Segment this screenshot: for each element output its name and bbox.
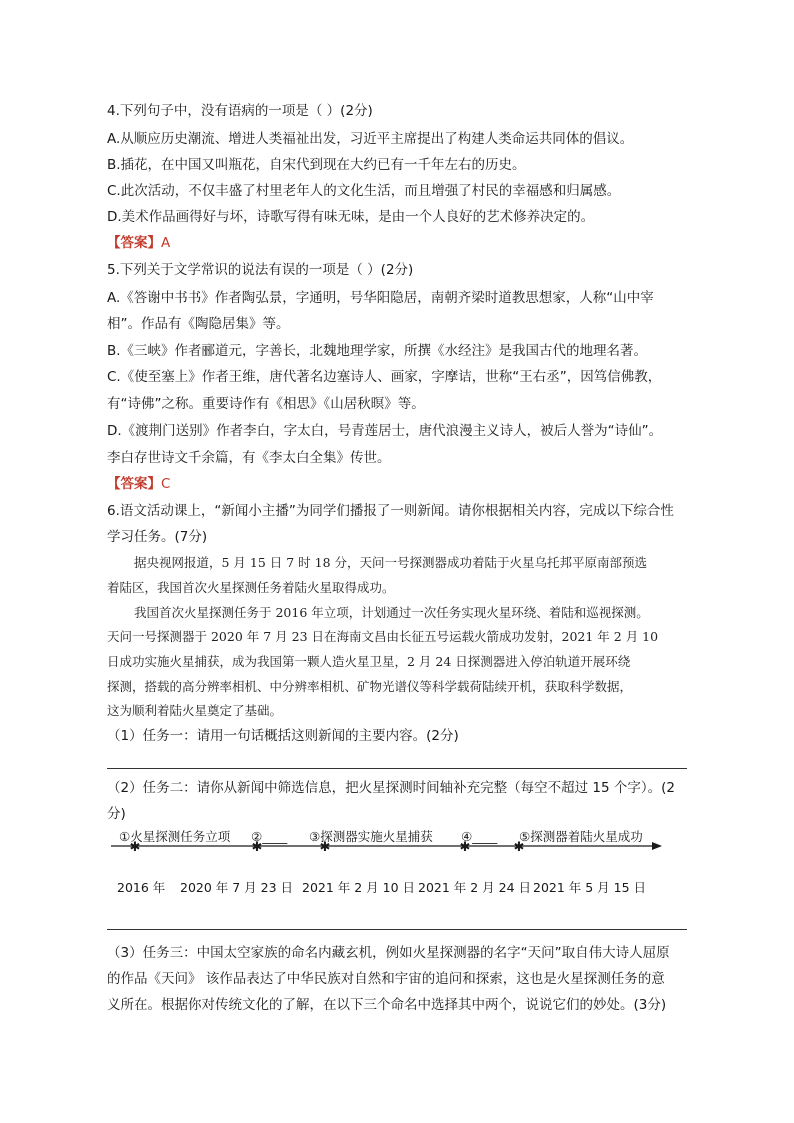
task2-answer-line bbox=[107, 929, 687, 930]
task1-prompt: （1）任务一：请用一句话概括这则新闻的主要内容。(2分) bbox=[107, 728, 459, 744]
task2-prompt-line1: （2）任务二：请你从新闻中筛选信息，把火星探测时间轴补充完整（每空不超过 15 个字）。(2 bbox=[107, 780, 675, 796]
q5-option-c-line1: C.《使至塞上》作者王维，唐代著名边塞诗人、画家，字摩诘，世称“王右丞”，因笃信佛教， bbox=[107, 369, 662, 385]
timeline-label: ①火星探测任务立项 bbox=[119, 829, 231, 844]
q6-stem-line2: 学习任务。(7分) bbox=[107, 529, 208, 545]
q4-stem: 4.下列句子中，没有语病的一项是（ ）(2分) bbox=[107, 103, 373, 119]
timeline-star-icon: ✱ bbox=[319, 840, 331, 855]
timeline-label: ③探测器实施火星捕获 bbox=[309, 829, 433, 844]
news-p1-line1: 据央视网报道，5 月 15 日 7 时 18 分，天问一号探测器成功着陆于火星乌托邦平原南部预选 bbox=[134, 555, 648, 570]
news-p2-line5: 这为顺利着陆火星奠定了基础。 bbox=[107, 703, 283, 718]
mars-timeline bbox=[107, 824, 667, 864]
task2-prompt-line2: 分) bbox=[107, 806, 126, 822]
q5-option-a-line1: A.《答谢中书书》作者陶弘景，字通明，号华阳隐居，南朝齐梁时道教思想家，人称“山中宰 bbox=[107, 290, 654, 306]
q5-option-d-line1: D.《渡荆门送别》作者李白，字太白，号青莲居士，唐代浪漫主义诗人，被后人誉为“诗仙”。 bbox=[107, 423, 663, 439]
timeline-star-icon: ✱ bbox=[129, 840, 141, 855]
news-p2-line3: 日成功实施火星捕获，成为我国第一颗人造火星卫星，2 月 24 日探测器进入停泊轨道开展环绕 bbox=[107, 654, 631, 669]
q5-option-b: B.《三峡》作者郦道元，字善长，北魏地理学家，所撰《水经注》是我国古代的地理名著。 bbox=[107, 343, 648, 359]
news-p1-line2: 着陆区，我国首次火星探测任务着陆火星取得成功。 bbox=[107, 580, 395, 595]
timeline-date: 2020 年 7 月 23 日 bbox=[180, 880, 294, 895]
timeline-date: 2021 年 2 月 10 日 bbox=[302, 880, 416, 895]
q6-stem-line1: 6.语文活动课上，“新闻小主播”为同学们播报了一则新闻。请你根据相关内容，完成以下综合性 bbox=[107, 503, 674, 519]
timeline-arrow-icon bbox=[652, 842, 662, 850]
q4-answer-value: A bbox=[161, 235, 171, 251]
timeline-date: 2016 年 bbox=[117, 880, 166, 895]
timeline-label: ⑤探测器着陆火星成功 bbox=[519, 829, 643, 844]
task1-answer-line bbox=[107, 768, 687, 769]
task3-prompt-line1: （3）任务三：中国太空家族的命名内藏玄机，例如火星探测器的名字“天问”取自伟大诗人屈原 bbox=[107, 945, 670, 961]
timeline-date: 2021 年 2 月 24 日 bbox=[418, 880, 532, 895]
q4-answer bbox=[107, 233, 170, 253]
news-p2-line2: 天问一号探测器于 2020 年 7 月 23 日在海南文昌由长征五号运载火箭成功发射，2021 年 2 月 10 bbox=[107, 629, 659, 644]
q5-option-c-line2: 有“诗佛”之称。重要诗作有《相思》《山居秋暝》等。 bbox=[107, 396, 425, 412]
q5-option-a-line2: 相”。作品有《陶隐居集》等。 bbox=[107, 316, 290, 332]
task3-prompt-line2: 的作品《天问》 该作品表达了中华民族对自然和宇宙的追问和探索，这也是火星探测任务的意 bbox=[107, 971, 665, 987]
q4-answer-label: 【答案】 bbox=[107, 235, 161, 251]
q5-stem: 5.下列关于文学常识的说法有误的一项是（ ）(2分) bbox=[107, 262, 414, 278]
news-p2-line4: 探测，搭载的高分辨率相机、中分辨率相机、矿物光谱仪等科学载荷陆续开机，获取科学数据， bbox=[107, 679, 633, 694]
q5-option-d-line2: 李白存世诗文千余篇，有《李太白全集》传世。 bbox=[107, 450, 391, 466]
q5-answer bbox=[107, 474, 170, 494]
timeline-date: 2021 年 5 月 15 日 bbox=[533, 880, 647, 895]
timeline-star-icon: ✱ bbox=[459, 840, 471, 855]
q5-answer-label: 【答案】 bbox=[107, 476, 161, 492]
news-p2-line1: 我国首次火星探测任务于 2016 年立项，计划通过一次任务实现火星环绕、着陆和巡视探测。 bbox=[134, 605, 649, 620]
task3-prompt-line3: 义所在。根据你对传统文化的了解，在以下三个命名中选择其中两个，说说它们的妙处。(3分) bbox=[107, 997, 667, 1013]
q4-option-d: D.美术作品画得好与坏，诗歌写得有味无味，是由一个人良好的艺术修养决定的。 bbox=[107, 209, 595, 225]
timeline-label: ④____ bbox=[461, 829, 498, 844]
q4-option-c: C.此次活动，不仅丰盛了村里老年人的文化生活，而且增强了村民的幸福感和归属感。 bbox=[107, 183, 621, 199]
q4-option-b: B.插花，在中国又叫瓶花，自宋代到现在大约已有一千年左右的历史。 bbox=[107, 157, 526, 173]
q4-option-a: A.从顺应历史潮流、增进人类福祉出发，习近平主席提出了构建人类命运共同体的倡议。 bbox=[107, 131, 634, 147]
timeline-label: ②____ bbox=[251, 829, 288, 844]
q5-answer-value: C bbox=[161, 476, 171, 492]
timeline-star-icon: ✱ bbox=[251, 840, 263, 855]
timeline-star-icon: ✱ bbox=[513, 840, 525, 855]
